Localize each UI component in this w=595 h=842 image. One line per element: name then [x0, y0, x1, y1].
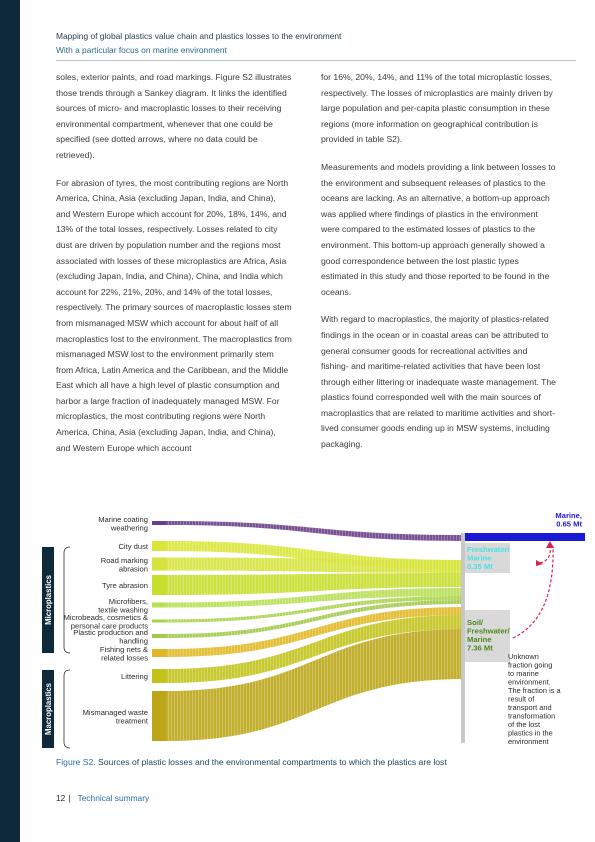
unknown-fraction-note: plastics in the [508, 728, 553, 738]
sankey-source-label: Road marking [100, 555, 148, 565]
sankey-source-node [152, 634, 166, 638]
page-number: 12 [56, 793, 66, 803]
figure-caption-label: Figure S2. [56, 757, 96, 767]
sankey-source-node [152, 575, 166, 595]
unknown-fraction-note: result of [508, 694, 535, 704]
page-footer [56, 793, 149, 803]
figure-caption-text: Sources of plastic losses and the environmental compartments to which the plastics are lost [95, 757, 447, 767]
target-soil-label: Freshwater/ [467, 626, 510, 636]
sankey-source-label: Mismanaged waste [82, 707, 148, 717]
paragraph: soles, exterior paints, and road markings. Figure S2 illustrates those trends through a Sankey diagram. It links the identified sources of micro- and macroplastic losses to their receiving environmental compartment, whenever that one could be specified (see dotted arrows, where no data could be retrieved). [56, 72, 292, 160]
unknown-fraction-note: The fraction is a [508, 686, 561, 695]
unknown-fraction-note: fraction going [508, 660, 553, 670]
sankey-source-label: Tyre abrasion [101, 581, 148, 590]
figure-caption [56, 757, 447, 767]
sankey-source-label: personal care products [70, 621, 148, 631]
sankey-source-node [152, 691, 166, 741]
unknown-fraction-note: transport and [508, 703, 552, 712]
sankey-source-label: textile washing [98, 605, 148, 615]
target-soil-label: 7.36 Mt [467, 643, 493, 653]
target-soil-label: Soil/ [467, 618, 484, 627]
sankey-source-label: Microbeads, cosmetics & [63, 612, 148, 622]
sankey-source-node [152, 541, 166, 551]
paragraph: Measurements and models providing a link between losses to the environment and subsequent releases of plastics to the oceans are lacking. As an alternative, a bottom-up approach was applied where findings of plastics in the environment were compared to the estimated losses of plastics to the environment. This bottom-up approach generally showed a good correspondence between the lost plastic types estimated in this study and those reported to be found in the oceans. [321, 161, 556, 297]
sankey-source-label: weathering [110, 523, 148, 533]
group-microplastics-label: Microplastics [44, 575, 53, 625]
target-freshwater-marine-label: 0.35 Mt [467, 562, 493, 571]
unknown-fraction-note: environment [508, 737, 549, 746]
sankey-source-label: Plastic production and [73, 627, 148, 637]
paragraph: for 16%, 20%, 14%, and 11% of the total microplastic losses, respectively. The losses of microplastics are mainly driven by large population and per-capita plastic consumption in these regions (more information on geographical contribution is provided in table S2). [321, 72, 553, 145]
sankey-source-label: Marine coating [98, 514, 148, 524]
target-freshwater-marine-label: Marine [467, 553, 492, 563]
unknown-fraction-note: to marine [508, 669, 539, 678]
sankey-source-node [152, 521, 166, 525]
unknown-fraction-note: transformation [508, 711, 556, 721]
target-marine-bar [465, 533, 585, 541]
paragraph: For abrasion of tyres, the most contributing regions are North America, China, Asia (excluding Japan, India, and China), and Western Europe which account for 20%, 18%, 14%, and 13% of the total losses, respectively. Losses related to city dust are driven by population number and the regions most associated with losses of these microplastics are Africa, Asia (excluding Japan, India, and China), China, and India which account for 22%, 21%, 20%, and 14% of the total losses, respectively. The primary sources of macroplastic losses stem from mismanaged MSW which account for about half of all macroplastics lost to the environment. The macroplastics from mismanaged MSW lost to the environment primarily stem from Africa, Latin America and the Caribbean, and the Middle East which all have a high level of plastic consumption and harbor a large fraction of inadequately managed MSW. For microplastics, the most contributing regions were North America, China, Asia (excluding Japan, India, and China), and Western Europe which account [56, 177, 292, 453]
sankey-source-label: abrasion [118, 564, 148, 574]
sankey-figure [30, 508, 590, 758]
sankey-source-label: related losses [101, 653, 148, 663]
sankey-source-label: treatment [115, 716, 148, 726]
sankey-source-label: handling [119, 636, 148, 646]
footer-section: Technical summary [77, 793, 150, 803]
sankey-source-node [152, 603, 166, 608]
paragraph: With regard to macroplastics, the majority of plastics-related findings in the ocean or in coastal areas can be attributed to general consumer goods for recreational activities and fishing- and maritime-related activities that have been lost through either littering or inadequate waste management. The plastics found corresponded well with the main sources of macroplastics that are related to maritime activities and short-lived consumer goods ending up in MSW systems, including packaging. [321, 314, 556, 450]
sankey-source-node [152, 669, 166, 683]
arrow-head [546, 541, 554, 548]
dashed-arrow [540, 546, 550, 563]
unknown-fraction-note: of the lost [508, 720, 541, 729]
target-column [461, 533, 465, 743]
header-rule [56, 60, 576, 61]
sankey-source-label: Fishing nets & [99, 644, 148, 654]
right-column [321, 70, 557, 465]
page-header [56, 30, 576, 61]
report-subtitle: With a particular focus on marine environment [56, 45, 227, 55]
group-macroplastics-brace [64, 670, 70, 748]
unknown-fraction-note: Unknown [508, 652, 539, 661]
side-strip [0, 0, 20, 842]
sankey-source-node [152, 558, 166, 571]
group-microplastics-brace [64, 547, 70, 653]
target-marine-label: Marine, [555, 511, 582, 520]
sankey-diagram [30, 508, 590, 758]
report-title: Mapping of global plastics value chain and plastics losses to the environment [56, 31, 342, 41]
sankey-source-node [152, 620, 166, 623]
sankey-flow-texture [166, 521, 465, 541]
sankey-source-label: Littering [120, 672, 148, 681]
target-soil-label: Marine [467, 635, 492, 644]
target-marine-label: 0.65 Mt [556, 519, 582, 529]
target-freshwater-marine-label: Freshwater/ [467, 545, 510, 554]
unknown-fraction-note: environment. [508, 677, 551, 687]
group-macroplastics-label: Macroplastics [44, 682, 53, 736]
footer-separator: | [68, 793, 71, 803]
left-column [56, 70, 292, 468]
sankey-source-label: Microfibers, [108, 596, 148, 606]
sankey-source-label: City dust [118, 542, 148, 551]
sankey-source-node [152, 649, 166, 657]
